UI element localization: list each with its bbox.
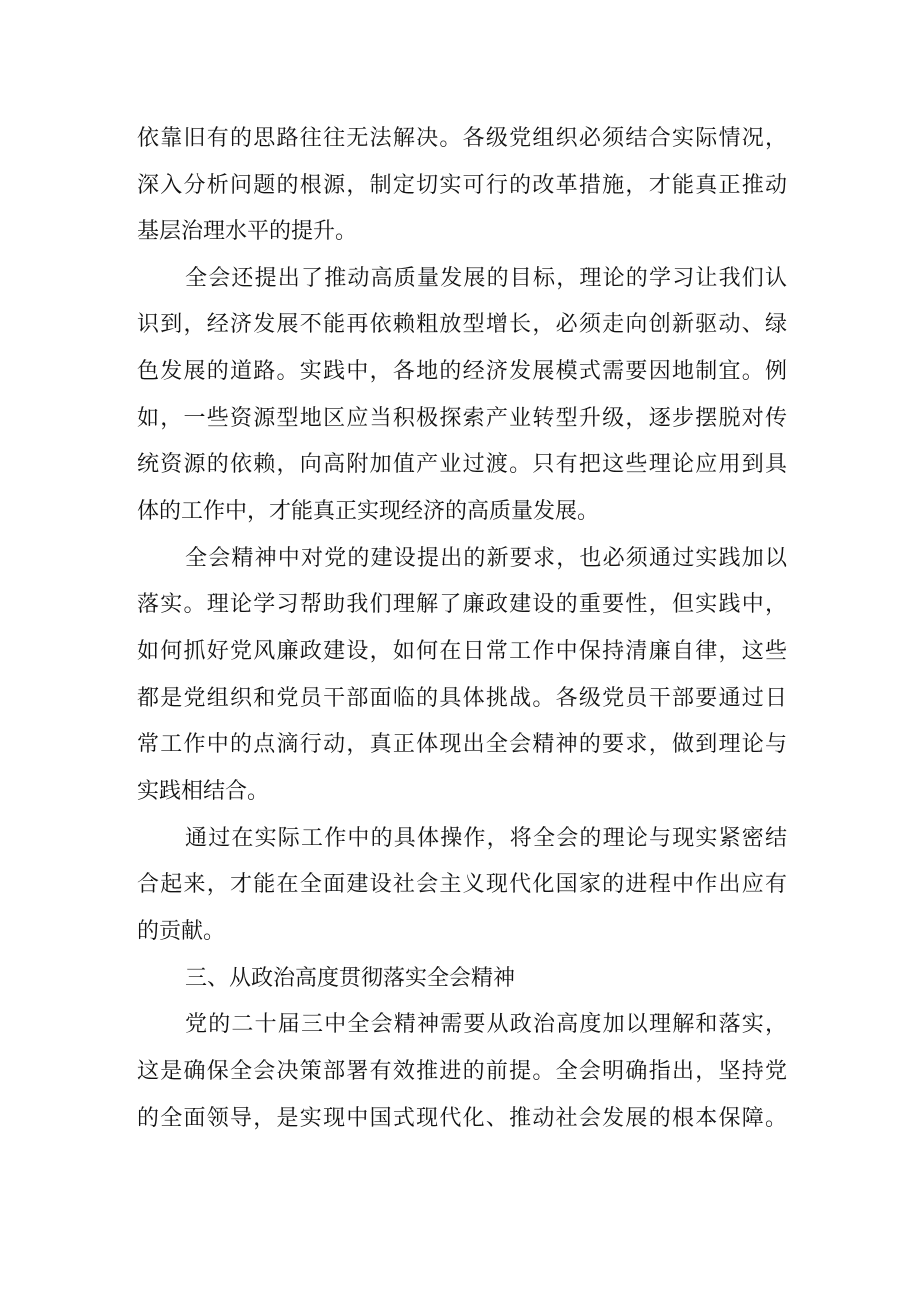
text-line: 统资源的依赖，向高附加值产业过渡。只有把这些理论应用到具: [137, 452, 787, 477]
text-line: 合起来，才能在全面建设社会主义现代化国家的进程中作出应有: [137, 872, 787, 897]
text-line: 识到，经济发展不能再依赖粗放型增长，必须走向创新驱动、绿: [137, 312, 787, 337]
text-line: 色发展的道路。实践中，各地的经济发展模式需要因地制宜。例: [137, 359, 787, 384]
text-line: 落实。理论学习帮助我们理解了廉政建设的重要性，但实践中，: [137, 592, 787, 617]
text-line: 如何抓好党风廉政建设，如何在日常工作中保持清廉自律，这些: [137, 639, 787, 664]
text-line: 都是党组织和党员干部面临的具体挑战。各级党员干部要通过日: [137, 686, 787, 711]
text-line: 实践相结合。: [137, 779, 270, 804]
text-line: 常工作中的点滴行动，真正体现出全会精神的要求，做到理论与: [137, 732, 787, 757]
text-line: 体的工作中，才能真正实现经济的高质量发展。: [137, 499, 600, 524]
text-line: 这是确保全会决策部署有效推进的前提。全会明确指出，坚持党: [137, 1059, 787, 1084]
text-line: 基层治理水平的提升。: [137, 219, 358, 244]
paragraph-first-line: 全会还提出了推动高质量发展的目标，理论的学习让我们认: [185, 266, 787, 291]
paragraph-first-line: 通过在实际工作中的具体操作，将全会的理论与现实紧密结: [185, 826, 787, 851]
text-line: 如，一些资源型地区应当积极探索产业转型升级，逐步摆脱对传: [137, 406, 787, 431]
text-line: 的全面领导，是实现中国式现代化、推动社会发展的根本保障。: [137, 1106, 787, 1131]
text-line: 深入分析问题的根源，制定切实可行的改革措施，才能真正推动: [137, 173, 787, 198]
paragraph-first-line: 党的二十届三中全会精神需要从政治高度加以理解和落实，: [185, 1012, 787, 1037]
text-line: 依靠旧有的思路往往无法解决。各级党组织必须结合实际情况，: [137, 126, 787, 151]
paragraph-first-line: 全会精神中对党的建设提出的新要求，也必须通过实践加以: [185, 546, 787, 571]
text-line: 的贡献。: [137, 919, 226, 944]
section-heading: 三、从政治高度贯彻落实全会精神: [185, 966, 516, 991]
